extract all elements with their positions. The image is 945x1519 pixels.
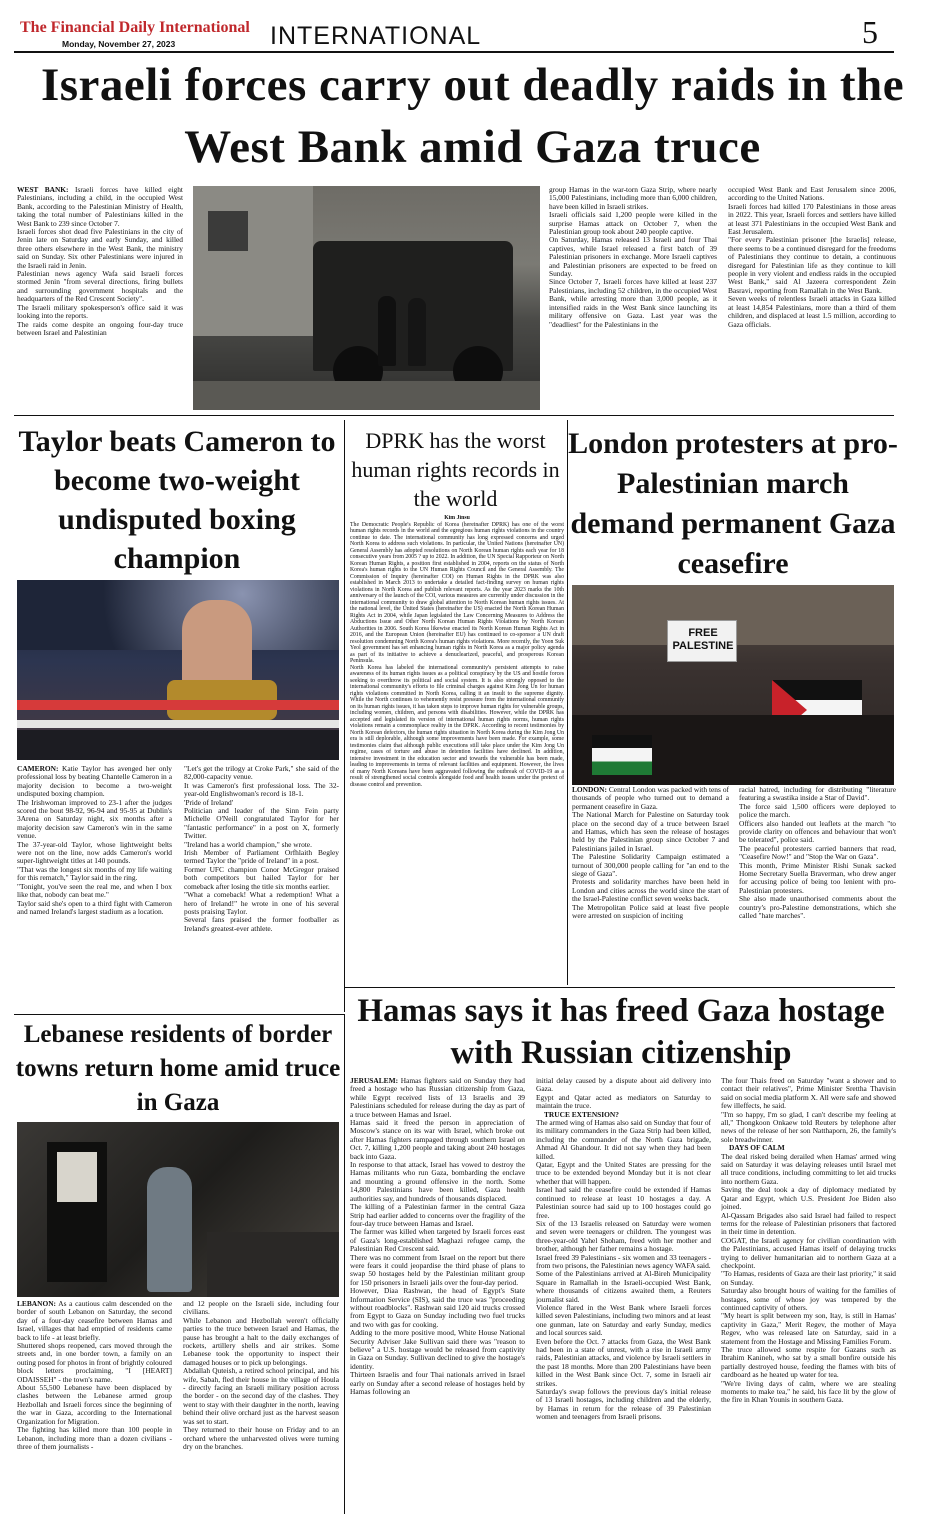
dateline: LONDON: [572,786,607,794]
article-hamas-col2: initial delay caused by a dispute about aid delivery into Gaza. Egypt and Qatar acted as mediators on Saturday to maintain the truce. TRUCE EXTENSION? The armed wing of Hamas also said on Sunday that four of its military commanders in the Gaza Strip had been killed, including the commander of the North Gaza brigade, Ahmad Al Ghandour. It did not say when they had been killed. Qatar, Egypt and the United States are pressing for the truce to be extended beyond Monday but it is not clear whether that will happen. Israel had said the ceasefire could be extended if Hamas continued to release at least 10 hostages a day. A Palestinian source had said up to 100 hostages could go free. Six of the 13 Israelis released on Saturday were women and seven were teenagers or children. The youngest was three-year-old Yahel Shoham, freed with her mother and brother, although her father remains a hostage. Israel freed 39 Palestinians - six women and 33 teenagers - from two prisons, the Palestinian news agency WAFA said. Some of the Palestinians arrived at Al-Bireh Municipality Square in Ramallah in the Israeli-occupied West Bank, where thousands of citizens awaited them, a Reuters journalist said. Violence flared in the West Bank where Israeli forces killed seven Palestinians, including two minors and at least one gunman, late on Saturday and early Sunday, medics and local sources said. Even before the Oct. 7 attacks from Gaza, the West Bank had been in a state of unrest, with a rise in Israeli army raids, Palestinian attacks, and violence by Israeli settlers in the past 18 months. More than 200 Palestinians have been killed in the West Bank since Oct. 7, some in Israeli air strikes. Saturday's swap follows the previous day's initial release of 13 Israeli hostages, including children and the elderly, by Hamas in return for the release of 39 Palestinian women and teenagers from Israeli prisons. [536,1077,711,1422]
article-dprk: Kim Jinsu The Democratic People's Republic of Korea (hereinafter DPRK) has one of the worst human rights records in the world and the egregious human rights violations in the country continue to date. The international community has long expressed concerns and urged North Korea to address such violations. In particular, the United Nations (hereinafter UN) General Assembly has adopted resolutions on North Korean human rights each year for 18 consecutive years from 2005 ? up to 2022. In addition, the UN Special Rapporteur on North Korean Human Rights, a position first established in 2004, reports on the status of North Korea's human rights to the UN Human Rights Council and the General Assembly. The Commission of Inquiry (hereinafter COI) on Human Rights in the DPRK was also established in March 2013 to undertake a detailed fact-finding survey on human rights violations in North Korea and publish relevant reports. As the year 2023 marks the 10th anniversary of the launch of the COI, various measures are currently under discussion in the international community to draw global attention to North Korean human rights issues. At the national level, the United States (hereinafter the US) enacted the North Korean Human Rights Act in 2004, while Japan legislated the Law Concerning Measures to Address the Abductions Issue and Other North Korean Human Rights Violations by North Korean Authorities in 2006. South Korea likewise enacted its North Korean Human Rights Act in 2016, and the European Union (hereinafter EU) has continued to co-sponsor a UN draft resolution condemning North Korea's human rights violations. More recently, the Yoon Suk Yeol government has set enhancing human rights in North Korea as a major policy agenda as part of its initiative to achieve a denuclearized, peaceful, and prosperous Korean Peninsula. North Korea has labeled the international community's persistent attempts to raise awareness of its human rights issues as a political conspiracy by the US and hostile forces seeking to overthrow its political and social system. It is also strongly opposed to the international community's efforts to file criminal charges against Kim Jong Un for human rights violations committed in North Korea, calling it an insult to the supreme dignity. While the North continues to vehemently resist pressure from the international community on its human rights issues, it has taken steps to improve human rights for vulnerable groups, including women, children, and persons with disabilities. However, while the DPRK has accepted and legislated its version of international human rights norms, human rights violations remain a commonplace reality in the DPRK. According to recent testimonies by North Korean defectors, the human rights situation in North Korea during the Kim Jong Un era is still deplorable, although some improvements have been made. For example, some testimonies claim that although public executions still take place under the Kim Jong Un regime, cases of torture and abuse in detention facilities have declined. In addition, intensive investment in the education sector and towards the vulnerable has been made, leading to improvements in terms of relevant facilities and equipment. However, the lives of many North Koreans have been aggravated following the outbreak of COVID-19 as a result of strengthened social controls alongside food and health issues under the pretext of disease control and prevention. [350,515,564,788]
article-taylor-col1: CAMERON: Katie Taylor has avenged her only professional loss by beating Chantelle Cameron in a majority decision to become a two-weight undisputed boxing champion. The Irishwoman improved to 23-1 after the judges scored the bout 98-92, 96-94 and 95-95 at Dublin's 3Arena on Saturday night, six months after a majority decision saw Cameron's win in the same venue. The 37-year-old Taylor, whose lightweight belts were not on the line, now adds Cameron's world super-lightweight titles at 140 pounds. "That was the longest six months of my life waiting for this rematch," Taylor said in the ring. "Tonight, you've seen the real me, and when I box like that, nobody can beat me." Taylor said she's open to a third fight with Cameron and named Ireland's largest stadium as a location. [17,765,172,916]
photo-ring-rope [17,720,339,728]
masthead [0,0,945,52]
photo-road [193,381,540,410]
paper-name: The Financial Daily International [20,19,250,36]
headline-london: London protesters at pro-Palestinian march demand permanent Gaza ceasefire [568,427,898,580]
photo-west-bank-raid [193,186,540,410]
column-divider [344,420,345,1012]
divider [14,1014,345,1015]
photo-taylor-boxing [17,580,339,760]
section-name: INTERNATIONAL [270,22,482,50]
article-hamas-col3: The four Thais freed on Saturday "want a shower and to contact their relatives", Prime Minister Srettha Thavisin said on social media platform X. All were safe and showed few illeffects, he said. "I'm so happy, I'm so glad, I can't describe my feeling at all," Thongkoon Onkaew told Reuters by telephone after news of the release of her son Natthaporn, 26, the family's sole breadwinner. DAYS OF CALM The deal risked being derailed when Hamas' armed wing said on Saturday it was delaying releases until Israel met all truce conditions, including committing to let aid trucks into northern Gaza. Saving the deal took a day of diplomacy mediated by Qatar and Egypt, which U.S. President Joe Biden also joined. Al-Qassam Brigades also said Israel had failed to respect terms for the release of Palestinian prisoners that factored in their time in detention. COGAT, the Israeli agency for civilian coordination with the Palestinians, accused Hamas itself of delaying trucks trying to deliver humanitarian aid to northern Gaza at a checkpoint. "To Hamas, residents of Gaza are their last priority," it said on Sunday. Saturday also brought hours of waiting for the families of hostages, some of whose joy was tempered by the continued captivity of others. "My heart is split between my son, Itay, is still in Hamas' captivity in Gaza," Merit Regev, the mother of Maya Regev, who was released late on Saturday, said in a statement from the Hostage and Missing Families Forum. The truce allowed some respite for Gazans such as Ibrahim Kanineh, who sat by a small bonfire outside his partially destroyed house, feeding the flames with bits of cardboard as he heated up water for tea. "We're living days of calm, where we are stealing moments to make tea," he said, his face lit by the glow of the fire in Khan Younis in southern Gaza. [721,1077,896,1405]
page-number: 5 [862,14,878,50]
headline-lebanon: Lebanese residents of border towns return home amid truce in Gaza [15,1021,341,1116]
article-taylor-col2: "Let's get the trilogy at Croke Park," she said of the 82,000-capacity venue. It was Cameron's first professional loss. The 32-year-old Englishwoman's record is 18-1. 'Pride of Ireland' Politician and leader of the Sinn Fein party Michelle O'Neill congratulated Taylor for her "fantastic performance" in a post on X, formerly Twitter. "Ireland has a world champion," she wrote. Irish Member of Parliament Orfhlaith Begley termed Taylor the "pride of Ireland" in a post. Former UFC champion Conor McGregor praised both competitors but hailed Taylor for her comeback after losing the title six months earlier. "What a comeback! What a redemption! What a hero of Ireland!" he wrote in one of his several posts praising Taylor. Several fans praised the former footballer as Ireland's greatest-ever athlete. [184,765,339,933]
photo-ring-floor [17,730,339,760]
photo-flag [592,735,652,775]
article-lebanon-col2: and 12 people on the Israeli side, including four civilians. While Lebanon and Hezbollah weren't officially parties to the truce between Israel and Hamas, the pause has brought a halt to the daily exchanges of rockets, artillery shells and air strikes. Some Lebanese took the opportunity to inspect their damaged houses or to pick up belongings. Abdallah Quteish, a retired school principal, and his wife, Sabah, fled their house in the village of Houla - directly facing an Israeli military position across the border - on the second day of the clashes. They went to stay with their daughter in the north, leaving behind their olive orchard just as the harvest season was set to start. They returned to their house on Friday and to an orchard where the unharvested olives were turning dry on the branches. [183,1300,339,1451]
dateline: JERUSALEM: [350,1077,399,1085]
divider [345,987,895,988]
subhead: TRUCE EXTENSION? [544,1109,619,1119]
headline-taylor: Taylor beats Cameron to become two-weight undisputed boxing champion [18,425,336,575]
photo-soldier [408,298,426,366]
photo-soldier [378,296,396,366]
article-london-col1: LONDON: Central London was packed with tens of thousands of people who turned out to demand a permanent ceasefire in Gaza. The National March for Palestine on Saturday took place on the second day of a truce between Israel and Hamas, which has seen the release of hostages held by the Palestinian group since October 7 and Palestinians jailed in Israel. The Palestine Solidarity Campaign estimated a turnout of 300,000 people calling for "an end to the siege of Gaza". Protests and solidarity marches have been held in London and cities across the world since the start of the Israel-Palestine conflict seven weeks back. The Metropolitan Police said at least five people were arrested on suspicion of inciting [572,786,729,921]
article-hamas-col1: JERUSALEM: Hamas fighters said on Sunday they had freed a hostage who has Russian citizenship from Gaza, while Egypt received lists of 13 Israelis and 39 Palestinians scheduled for release during the day as part of a truce between Hamas and Israel. Hamas said it freed the person in appreciation of Moscow's stance on its war with Israel, which broke out after Hamas fighters rampaged through southern Israel on Oct. 7, killing 1,200 people and taking about 240 hostages back into Gaza. In response to that attack, Israel has vowed to destroy the Hamas militants who run Gaza, bombarding the enclave and mounting a ground offensive in the north. Some 14,800 Palestinians have been killed, Gaza health authorities say, and hundreds of thousands displaced. The killing of a Palestinian farmer in the central Gaza Strip had earlier added to concerns over the fragility of the four-day truce between Hamas and Israel. The farmer was killed when targeted by Israeli forces east of Gaza's long-established Maghazi refugee camp, the Palestinian Red Crescent said. There was no comment from Israel on the report but there were fears it could jeopardise the third phase of plans to swap 50 hostages held by the Palestinian militant group for 150 prisoners in Israeli jails over the four-day period. However, Diaa Rashwan, the head of Egypt's State Information Service (SIS), said the truce was "proceeding without roadblocks". Rashwan said 120 aid trucks crossed from Egypt to Gaza on Sunday including two fuel trucks and two with gas for cooking. Adding to the more positive mood, White House National Security Adviser Jake Sullivan said there was "reason to believe" a U.S. hostage would be released from captivity in Gaza on Sunday. Sullivan declined to give the hostage's identity. Thirteen Israelis and four Thai nationals arrived in Israel early on Sunday after a second release of hostages held by Hamas following an [350,1077,525,1397]
dateline: LEBANON: [17,1300,57,1308]
article-west-bank-col4: occupied West Bank and East Jerusalem since 2006, according to the United Nations. Israeli forces had killed 170 Palestinians in those areas in 2022. This year, Israeli forces and settlers have killed at least 371 Palestinians in the occupied West Bank and East Jerusalem. "For every Palestinian prisoner [the Israelis] release, there seems to be a continued disregard for the freedoms of Palestinians they continue to detain, a continuous disregard for Palestinian life as they continue to kill people in very violent and endless raids in the occupied West Bank," said Al Jazeera correspondent Zein Basravi, reporting from Ramallah in the West Bank. Seven weeks of relentless Israeli attacks in Gaza killed at least 14,854 Palestinians, more than a third of them children, and displaced at least 1.5 million, according to Gaza officials. [728,186,896,329]
divider [14,415,894,416]
headline-west-bank: Israeli forces carry out deadly raids in the West Bank amid Gaza truce [40,59,905,173]
article-lebanon-col1: LEBANON: As a cautious calm descended on the border of south Lebanon on Saturday, the second day of a four-day ceasefire between Hamas and Israel, villages that had emptied of residents came back to life - at least briefly. Shuttered shops reopened, cars moved through the streets and, in one border town, a family on an outing posed for photos in front of brightly coloured block letters proclaiming, "I [HEART] ODAISSEH" - the town's name. About 55,500 Lebanese have been displaced by clashes between the Lebanese armed group Hezbollah and Israeli forces since the beginning of the war in Gaza, according to the International Organization for Migration. The fighting has killed more than 100 people in Lebanon, including more than a dozen civilians - three of them journalists - [17,1300,172,1451]
placard-text: FREE PALESTINE [672,627,734,652]
photo-debris [207,1232,339,1297]
photo-lebanon-house [17,1122,339,1297]
dateline: WEST BANK: [17,186,69,194]
photo-london-march [572,585,894,785]
article-west-bank-col3: group Hamas in the war-torn Gaza Strip, where nearly 15,000 Palestinians, including more than 6,000 children, have been killed in Israeli strikes. Israeli officials said 1,200 people were killed in the surprise Hamas attack on October 7, when the Palestinian group took about 240 people captive. On Saturday, Hamas released 13 Israeli and four Thai captives, while Israel released a first batch of 39 Palestinian prisoners in exchange. More Israeli captives and Palestinian prisoners are expected to be freed on Sunday. Since October 7, Israeli forces have killed at least 237 Palestinians, including 52 children, in the occupied West Bank, while arresting more than 3,000 people, as it intensified raids in the West Bank since launching its military offensive on Gaza. Last year was the "deadliest" for the Palestinians in the [549,186,717,329]
photo-placard [667,620,737,662]
article-london-col2: racial hatred, including for distributing "literature featuring a swastika inside a Star of David". The force said 1,500 officers were deployed to police the march. Officers also handed out leaflets at the march "to provide clarity on offences and behaviour that won't be tolerated", police said. The peaceful protesters carried banners that read, "Ceasefire Now!" and "Stop the War on Gaza". This month, Prime Minister Rishi Sunak sacked Home Secretary Suella Braverman, who drew anger for accusing police of being too lenient with pro-Palestinian protesters. She also made unauthorised comments about the country's pro-Palestine demonstrations, which she called "hate marches". [739,786,896,921]
photo-crowd-lights [17,580,339,650]
photo-window [208,211,248,251]
headline-dprk: DPRK has the worst human rights records in the world [351,428,560,511]
masthead-rule [14,51,894,53]
issue-date: Monday, November 27, 2023 [62,39,176,49]
dateline: CAMERON: [17,765,59,773]
photo-window [57,1152,97,1202]
column-divider [344,1014,345,1514]
byline: Kim Jinsu [444,515,470,521]
photo-ring-rope [17,700,339,710]
article-west-bank-col1: WEST BANK: Israeli forces have killed eight Palestinians, including a child, in the occupied West Bank, according to the Palestinian Ministry of Health, taking the total number of Palestinians killed in the West Bank to 239 since October 7. Israeli forces shot dead five Palestinians in the city of Jenin late on Saturday and early Sunday, and killed three others elsewhere in the West Bank, the ministry said on Sunday. Six other Palestinians were injured in the Israeli raid in Jenin. Palestinian news agency Wafa said Israeli forces stormed Jenin "from several directions, firing bullets and surrounding government hospitals and the headquarters of the Red Crescent Society". The Israeli military spokesperson's office said it was looking into the reports. The raids come despite an ongoing four-day truce between Israel and Palestinian [17,186,183,337]
headline-hamas: Hamas says it has freed Gaza hostage with Russian citizenship [357,993,885,1071]
photo-man [147,1167,192,1292]
photo-building [193,186,313,336]
subhead: DAYS OF CALM [729,1143,785,1153]
